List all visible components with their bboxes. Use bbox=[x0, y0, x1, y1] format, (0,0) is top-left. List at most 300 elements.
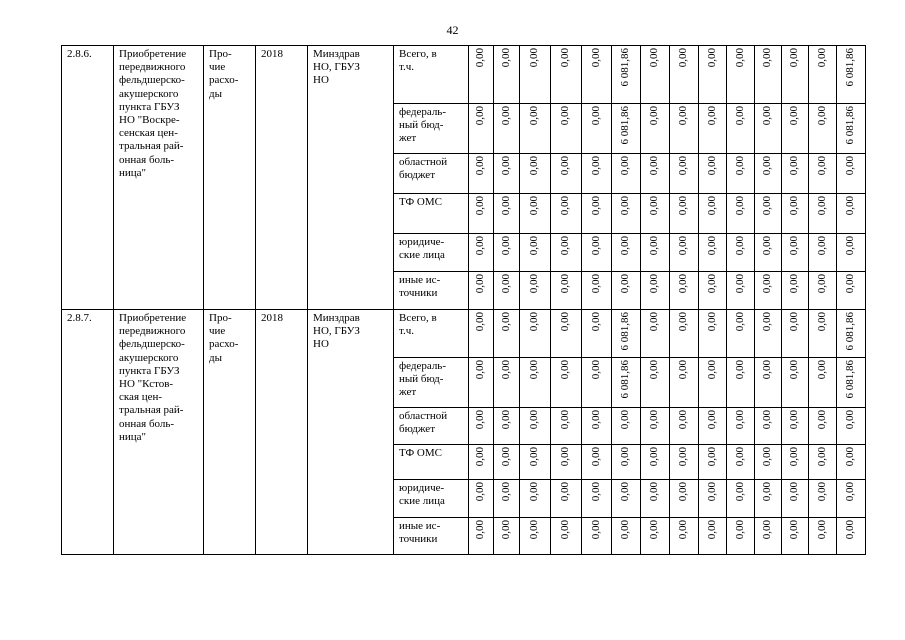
item-name-line: фельдшерско- bbox=[119, 74, 185, 87]
value-cell bbox=[782, 407, 809, 444]
value-cell bbox=[469, 272, 494, 310]
value-text: 0,00 bbox=[474, 481, 487, 501]
value-cell bbox=[612, 234, 641, 272]
value-cell bbox=[612, 357, 641, 407]
item-name-line: передвижного bbox=[119, 61, 186, 74]
funding-source-line: областной bbox=[399, 156, 448, 168]
value-cell bbox=[551, 444, 582, 479]
funding-source-line: ские лица bbox=[399, 494, 445, 507]
value-text: 0,00 bbox=[761, 409, 774, 429]
value-text: 0,00 bbox=[499, 196, 512, 216]
item-expense-type-line: расхо- bbox=[209, 74, 239, 87]
value-cell bbox=[582, 46, 612, 104]
item-name-line: фельдшерско- bbox=[119, 338, 185, 351]
item-name-line: пункта ГБУЗ bbox=[119, 100, 180, 113]
value-text: 0,00 bbox=[648, 156, 661, 176]
value-text: 0,00 bbox=[474, 409, 487, 429]
value-text: 0,00 bbox=[528, 156, 541, 176]
value-cell bbox=[641, 234, 670, 272]
value-text: 0,00 bbox=[788, 446, 801, 466]
value-cell bbox=[641, 407, 670, 444]
value-text: 0,00 bbox=[559, 519, 572, 539]
value-text: 0,00 bbox=[589, 481, 602, 501]
item-expense-type bbox=[204, 46, 256, 310]
value-text: 6 081,86 bbox=[619, 48, 632, 87]
value-text: 0,00 bbox=[648, 409, 661, 429]
value-text: 0,00 bbox=[499, 274, 512, 294]
value-text: 0,00 bbox=[677, 519, 690, 539]
value-text: 6 081,86 bbox=[619, 312, 632, 351]
value-text: 0,00 bbox=[499, 519, 512, 539]
value-cell bbox=[641, 479, 670, 517]
item-expense-type-line: чие bbox=[209, 61, 226, 74]
item-name-line: Приобретение bbox=[119, 48, 187, 60]
value-cell bbox=[755, 272, 782, 310]
item-year: 2018 bbox=[256, 46, 308, 310]
value-cell bbox=[782, 104, 809, 154]
value-cell bbox=[699, 479, 727, 517]
item-name-line: передвижного bbox=[119, 325, 186, 338]
value-text: 0,00 bbox=[499, 156, 512, 176]
value-text: 0,00 bbox=[474, 274, 487, 294]
value-cell bbox=[582, 479, 612, 517]
item-name-line: онная боль- bbox=[119, 417, 175, 430]
item-number: 2.8.7. bbox=[62, 310, 114, 555]
value-text: 0,00 bbox=[788, 312, 801, 332]
value-text: 0,00 bbox=[733, 312, 746, 332]
value-text: 0,00 bbox=[677, 312, 690, 332]
value-text: 0,00 bbox=[761, 446, 774, 466]
value-text: 0,00 bbox=[705, 446, 718, 466]
funding-source-line: т.ч. bbox=[399, 61, 415, 74]
item-expense-type-line: ды bbox=[209, 87, 222, 100]
item-number: 2.8.6. bbox=[62, 46, 114, 310]
funding-source-line: федераль- bbox=[399, 359, 446, 372]
value-cell bbox=[670, 517, 699, 554]
value-cell bbox=[494, 104, 520, 154]
value-text: 0,00 bbox=[815, 481, 828, 501]
funding-source-line: ские лица bbox=[399, 249, 445, 262]
value-text: 0,00 bbox=[648, 519, 661, 539]
value-cell bbox=[670, 357, 699, 407]
value-text: 0,00 bbox=[474, 519, 487, 539]
value-text: 0,00 bbox=[677, 409, 690, 429]
value-cell bbox=[809, 272, 837, 310]
value-text: 0,00 bbox=[677, 236, 690, 256]
value-cell bbox=[699, 357, 727, 407]
value-text: 0,00 bbox=[648, 236, 661, 256]
value-cell bbox=[641, 357, 670, 407]
value-cell bbox=[612, 104, 641, 154]
value-cell bbox=[699, 104, 727, 154]
value-text: 0,00 bbox=[788, 274, 801, 294]
item-name-line: онная боль- bbox=[119, 153, 175, 166]
value-text: 6 081,86 bbox=[619, 359, 632, 399]
funding-source-line: иные ис- bbox=[399, 274, 441, 286]
value-text: 0,00 bbox=[677, 196, 690, 216]
value-cell bbox=[582, 234, 612, 272]
value-text: 0,00 bbox=[528, 274, 541, 294]
value-text: 0,00 bbox=[528, 48, 541, 68]
budget-table bbox=[61, 45, 866, 555]
value-text: 0,00 bbox=[733, 156, 746, 176]
item-name-line: Приобретение bbox=[119, 312, 187, 324]
value-cell bbox=[582, 444, 612, 479]
value-cell bbox=[809, 310, 837, 358]
value-cell bbox=[809, 407, 837, 444]
value-cell bbox=[494, 444, 520, 479]
value-cell bbox=[670, 444, 699, 479]
funding-source bbox=[394, 104, 469, 154]
item-name-line: ница" bbox=[119, 166, 147, 179]
value-cell bbox=[469, 154, 494, 194]
item-name-line: НО "Воскре- bbox=[119, 113, 180, 126]
value-cell bbox=[469, 194, 494, 234]
value-cell bbox=[520, 407, 551, 444]
value-cell bbox=[755, 407, 782, 444]
value-cell bbox=[809, 517, 837, 554]
value-text: 0,00 bbox=[815, 409, 828, 429]
value-text: 6 081,86 bbox=[844, 312, 857, 351]
value-cell bbox=[551, 310, 582, 358]
table-row bbox=[62, 46, 866, 104]
value-text: 0,00 bbox=[844, 274, 857, 294]
value-text: 0,00 bbox=[589, 274, 602, 294]
value-text: 0,00 bbox=[705, 274, 718, 294]
value-text: 6 081,86 bbox=[844, 359, 857, 399]
value-text: 0,00 bbox=[559, 106, 572, 126]
value-text: 0,00 bbox=[677, 156, 690, 176]
value-cell bbox=[582, 407, 612, 444]
funding-source-line: юридиче- bbox=[399, 236, 445, 248]
value-text: 0,00 bbox=[619, 481, 632, 501]
value-cell bbox=[551, 234, 582, 272]
value-cell bbox=[582, 104, 612, 154]
value-cell bbox=[809, 194, 837, 234]
value-cell bbox=[494, 46, 520, 104]
value-text: 0,00 bbox=[528, 481, 541, 501]
value-cell bbox=[755, 104, 782, 154]
value-cell bbox=[551, 194, 582, 234]
value-text: 0,00 bbox=[559, 312, 572, 332]
value-text: 0,00 bbox=[761, 359, 774, 379]
value-text: 0,00 bbox=[619, 409, 632, 429]
value-text: 0,00 bbox=[705, 236, 718, 256]
item-year: 2018 bbox=[256, 310, 308, 555]
value-cell bbox=[670, 407, 699, 444]
funding-source-line: иные ис- bbox=[399, 519, 441, 532]
value-cell bbox=[727, 194, 755, 234]
value-text: 0,00 bbox=[844, 519, 857, 539]
funding-source-line: точники bbox=[399, 532, 438, 545]
value-cell bbox=[641, 444, 670, 479]
value-text: 0,00 bbox=[677, 446, 690, 466]
value-text: 0,00 bbox=[844, 409, 857, 429]
value-text: 0,00 bbox=[815, 359, 828, 379]
funding-source bbox=[394, 407, 469, 444]
funding-source bbox=[394, 46, 469, 104]
value-cell bbox=[727, 310, 755, 358]
value-text: 0,00 bbox=[761, 106, 774, 126]
value-cell bbox=[582, 517, 612, 554]
value-cell bbox=[612, 479, 641, 517]
value-cell bbox=[469, 479, 494, 517]
value-cell bbox=[551, 479, 582, 517]
value-cell bbox=[641, 154, 670, 194]
value-cell bbox=[670, 194, 699, 234]
value-cell bbox=[520, 517, 551, 554]
item-executor-line: НО bbox=[313, 338, 329, 351]
value-text: 0,00 bbox=[499, 359, 512, 379]
value-text: 0,00 bbox=[733, 519, 746, 539]
value-cell bbox=[551, 154, 582, 194]
value-cell bbox=[469, 234, 494, 272]
value-cell bbox=[782, 194, 809, 234]
value-cell bbox=[469, 407, 494, 444]
value-cell bbox=[612, 444, 641, 479]
value-cell bbox=[727, 46, 755, 104]
value-cell bbox=[837, 444, 866, 479]
value-cell bbox=[755, 357, 782, 407]
value-cell bbox=[699, 444, 727, 479]
value-text: 0,00 bbox=[528, 196, 541, 216]
value-text: 0,00 bbox=[648, 48, 661, 68]
value-text: 0,00 bbox=[559, 359, 572, 379]
value-cell bbox=[782, 479, 809, 517]
value-text: 6 081,86 bbox=[844, 48, 857, 87]
value-cell bbox=[837, 46, 866, 104]
value-text: 0,00 bbox=[705, 519, 718, 539]
funding-source bbox=[394, 154, 469, 194]
value-cell bbox=[727, 517, 755, 554]
value-text: 0,00 bbox=[619, 519, 632, 539]
item-name-line: акушерского bbox=[119, 351, 179, 364]
value-text: 0,00 bbox=[499, 446, 512, 466]
value-cell bbox=[837, 479, 866, 517]
item-expense-type-line: чие bbox=[209, 325, 226, 338]
funding-source bbox=[394, 234, 469, 272]
budget-table-body bbox=[62, 46, 866, 555]
value-text: 0,00 bbox=[619, 156, 632, 176]
value-text: 0,00 bbox=[815, 274, 828, 294]
item-name-line: тральная рай- bbox=[119, 140, 184, 153]
value-text: 0,00 bbox=[705, 359, 718, 379]
value-text: 0,00 bbox=[474, 236, 487, 256]
value-text: 0,00 bbox=[788, 196, 801, 216]
value-cell bbox=[494, 234, 520, 272]
value-text: 0,00 bbox=[619, 196, 632, 216]
value-text: 0,00 bbox=[559, 48, 572, 68]
value-cell bbox=[782, 357, 809, 407]
value-text: 0,00 bbox=[761, 156, 774, 176]
value-text: 0,00 bbox=[528, 359, 541, 379]
value-cell bbox=[699, 272, 727, 310]
value-text: 0,00 bbox=[559, 274, 572, 294]
value-text: 0,00 bbox=[499, 236, 512, 256]
value-cell bbox=[809, 357, 837, 407]
value-text: 0,00 bbox=[499, 481, 512, 501]
value-cell bbox=[670, 46, 699, 104]
value-text: 0,00 bbox=[844, 481, 857, 501]
funding-source bbox=[394, 272, 469, 310]
value-cell bbox=[782, 272, 809, 310]
value-cell bbox=[837, 234, 866, 272]
value-cell bbox=[755, 517, 782, 554]
value-cell bbox=[699, 407, 727, 444]
value-text: 0,00 bbox=[761, 519, 774, 539]
value-text: 0,00 bbox=[619, 274, 632, 294]
value-cell bbox=[641, 104, 670, 154]
value-text: 0,00 bbox=[788, 106, 801, 126]
value-cell bbox=[551, 104, 582, 154]
item-expense-type-line: Про- bbox=[209, 312, 232, 324]
value-cell bbox=[670, 154, 699, 194]
value-text: 0,00 bbox=[499, 48, 512, 68]
value-cell bbox=[612, 407, 641, 444]
funding-source-line: юридиче- bbox=[399, 481, 445, 494]
value-text: 0,00 bbox=[815, 312, 828, 332]
value-cell bbox=[469, 104, 494, 154]
value-cell bbox=[582, 272, 612, 310]
value-text: 0,00 bbox=[499, 409, 512, 429]
value-cell bbox=[727, 154, 755, 194]
value-cell bbox=[727, 479, 755, 517]
value-text: 0,00 bbox=[528, 106, 541, 126]
item-name-line: ская цен- bbox=[119, 391, 163, 404]
funding-source-line: жет bbox=[399, 386, 417, 399]
value-cell bbox=[582, 194, 612, 234]
item-expense-type-line: Про- bbox=[209, 48, 232, 60]
value-cell bbox=[520, 234, 551, 272]
value-text: 0,00 bbox=[677, 106, 690, 126]
funding-source-line: Всего, в bbox=[399, 48, 437, 60]
value-text: 0,00 bbox=[844, 236, 857, 256]
value-text: 0,00 bbox=[589, 446, 602, 466]
value-text: 0,00 bbox=[677, 481, 690, 501]
value-cell bbox=[520, 194, 551, 234]
value-cell bbox=[520, 104, 551, 154]
value-cell bbox=[699, 517, 727, 554]
value-cell bbox=[641, 272, 670, 310]
value-text: 0,00 bbox=[705, 156, 718, 176]
funding-source bbox=[394, 479, 469, 517]
item-expense-type-line: расхо- bbox=[209, 338, 239, 351]
value-text: 0,00 bbox=[705, 196, 718, 216]
value-cell bbox=[551, 517, 582, 554]
item-executor-line: НО bbox=[313, 74, 329, 87]
value-text: 0,00 bbox=[844, 196, 857, 216]
funding-source-line: бюджет bbox=[399, 169, 435, 182]
funding-source bbox=[394, 444, 469, 479]
value-cell bbox=[809, 444, 837, 479]
value-cell bbox=[837, 194, 866, 234]
value-text: 0,00 bbox=[788, 519, 801, 539]
value-cell bbox=[469, 517, 494, 554]
value-cell bbox=[809, 234, 837, 272]
value-text: 0,00 bbox=[648, 274, 661, 294]
value-cell bbox=[469, 310, 494, 358]
item-name bbox=[114, 46, 204, 310]
value-cell bbox=[494, 479, 520, 517]
funding-source-line: ТФ ОМС bbox=[399, 196, 442, 208]
value-cell bbox=[837, 517, 866, 554]
value-text: 0,00 bbox=[705, 312, 718, 332]
value-text: 0,00 bbox=[733, 236, 746, 256]
value-text: 0,00 bbox=[474, 156, 487, 176]
funding-source-line: ТФ ОМС bbox=[399, 446, 442, 459]
value-text: 0,00 bbox=[677, 274, 690, 294]
value-cell bbox=[727, 272, 755, 310]
value-cell bbox=[612, 154, 641, 194]
value-text: 0,00 bbox=[559, 156, 572, 176]
value-text: 0,00 bbox=[788, 359, 801, 379]
value-cell bbox=[520, 272, 551, 310]
value-text: 0,00 bbox=[705, 481, 718, 501]
value-text: 0,00 bbox=[761, 312, 774, 332]
value-cell bbox=[782, 46, 809, 104]
value-text: 0,00 bbox=[788, 48, 801, 68]
value-text: 0,00 bbox=[619, 236, 632, 256]
value-cell bbox=[837, 104, 866, 154]
value-cell bbox=[612, 46, 641, 104]
value-text: 0,00 bbox=[559, 481, 572, 501]
value-text: 0,00 bbox=[474, 359, 487, 379]
value-text: 0,00 bbox=[559, 196, 572, 216]
value-cell bbox=[837, 407, 866, 444]
value-cell bbox=[699, 194, 727, 234]
value-text: 0,00 bbox=[474, 312, 487, 332]
value-text: 0,00 bbox=[677, 359, 690, 379]
value-text: 0,00 bbox=[733, 196, 746, 216]
value-cell bbox=[494, 194, 520, 234]
value-text: 0,00 bbox=[815, 519, 828, 539]
value-text: 6 081,86 bbox=[619, 106, 632, 145]
value-text: 0,00 bbox=[788, 156, 801, 176]
item-executor bbox=[308, 46, 394, 310]
value-cell bbox=[782, 310, 809, 358]
value-cell bbox=[494, 272, 520, 310]
value-cell bbox=[699, 154, 727, 194]
value-cell bbox=[469, 46, 494, 104]
value-cell bbox=[670, 104, 699, 154]
value-text: 0,00 bbox=[733, 481, 746, 501]
funding-source bbox=[394, 194, 469, 234]
value-text: 0,00 bbox=[648, 481, 661, 501]
value-cell bbox=[494, 154, 520, 194]
value-cell bbox=[782, 517, 809, 554]
value-cell bbox=[670, 272, 699, 310]
value-cell bbox=[520, 444, 551, 479]
value-cell bbox=[641, 46, 670, 104]
item-name-line: сенская цен- bbox=[119, 127, 178, 140]
funding-source bbox=[394, 517, 469, 554]
value-cell bbox=[727, 234, 755, 272]
value-cell bbox=[837, 154, 866, 194]
item-name-line: ница" bbox=[119, 430, 147, 443]
value-cell bbox=[727, 104, 755, 154]
value-text: 0,00 bbox=[589, 48, 602, 68]
item-name bbox=[114, 310, 204, 555]
value-text: 0,00 bbox=[589, 312, 602, 332]
funding-source bbox=[394, 310, 469, 358]
value-cell bbox=[782, 234, 809, 272]
value-cell bbox=[494, 517, 520, 554]
value-cell bbox=[670, 234, 699, 272]
value-text: 0,00 bbox=[733, 409, 746, 429]
value-text: 0,00 bbox=[648, 359, 661, 379]
value-cell bbox=[755, 310, 782, 358]
value-text: 0,00 bbox=[788, 236, 801, 256]
